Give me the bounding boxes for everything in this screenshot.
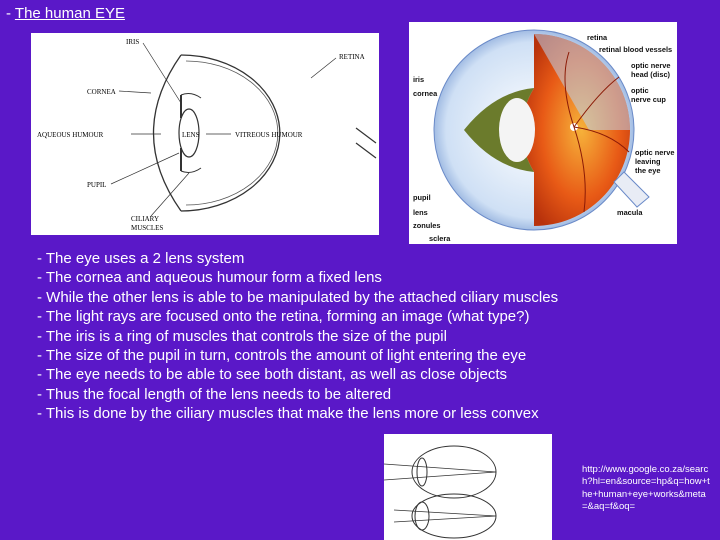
plabel-optic-nerve-cup-2: nerve cup — [631, 95, 666, 104]
ray-bottom-2 — [394, 516, 496, 522]
plabel-retina: retina — [587, 33, 608, 42]
eye-outline-bottom — [412, 494, 496, 538]
plabel-pupil: pupil — [413, 193, 431, 202]
label-lens: LENS — [182, 131, 200, 139]
bullet-item: - While the other lens is able to be manipulated by the attached ciliary muscles — [37, 288, 559, 306]
plabel-lens: lens — [413, 208, 428, 217]
bullet-list — [37, 249, 558, 424]
bullet-item: - The light rays are focused onto the retina, forming an image (what type?) — [37, 308, 530, 326]
plabel-optic-nerve-leaving-2: leaving — [635, 157, 661, 166]
ray-top-1 — [384, 464, 496, 472]
plabel-optic-nerve-head-2: head (disc) — [631, 70, 671, 79]
label-vitreous-humour: VITREOUS HUMOUR — [235, 131, 303, 139]
ciliary-lower — [181, 168, 201, 172]
ciliary-upper — [181, 94, 201, 98]
eye-cutaway-svg — [409, 22, 677, 244]
plabel-sclera: sclera — [429, 234, 451, 243]
optic-nerve — [614, 172, 649, 207]
label-pupil: PUPIL — [87, 181, 107, 189]
plabel-optic-nerve-leaving-1: optic nerve — [635, 148, 675, 157]
lens-shape — [499, 98, 535, 162]
lens-top — [417, 458, 427, 486]
bullet-item: - The iris is a ring of muscles that controls the size of the pupil — [37, 327, 447, 345]
focus-diagram — [384, 434, 552, 540]
title-text: The human EYE — [14, 5, 125, 22]
plabel-retinal-blood-vessels: retinal blood vessels — [599, 45, 673, 54]
bullet-item: - The eye needs to be able to see both distant, as well as close objects — [37, 366, 508, 384]
label-muscles: MUSCLES — [131, 224, 164, 232]
optic-nerve — [356, 128, 376, 158]
bullet-item: - The cornea and aqueous humour form a fixed lens — [37, 269, 382, 287]
plabel-zonules: zonules — [413, 221, 441, 230]
plabel-optic-nerve-leaving-3: the eye — [635, 166, 661, 175]
eye-schematic-svg — [31, 33, 379, 235]
ray-top-2 — [384, 472, 496, 480]
label-iris: IRIS — [126, 38, 140, 46]
slide-title — [6, 5, 125, 22]
source-link[interactable]: http://www.google.co.za/search?hl=en&source=hp&q=how+the+human+eye+works&meta=&aq=f&oq= — [582, 464, 710, 513]
title-prefix: - — [6, 5, 15, 22]
plabel-cornea: cornea — [413, 89, 438, 98]
bullet-item: - Thus the focal length of the lens needs to be altered — [37, 385, 392, 403]
label-cornea: CORNEA — [87, 88, 116, 96]
plabel-iris: iris — [413, 75, 425, 84]
focus-diagram-svg — [384, 434, 552, 540]
eye-schematic-diagram — [31, 33, 379, 235]
plabel-optic-nerve-cup-1: optic — [631, 86, 649, 95]
bullet-item: - This is done by the ciliary muscles that make the lens more or less convex — [37, 405, 539, 423]
plabel-optic-nerve-head-1: optic nerve — [631, 61, 671, 70]
label-retina: RETINA — [339, 53, 365, 61]
ray-bottom-1 — [394, 510, 496, 516]
bullet-item: - The eye uses a 2 lens system — [37, 250, 245, 267]
label-ciliary: CILIARY — [131, 215, 159, 223]
lens-bottom — [415, 502, 429, 530]
plabel-macula: macula — [617, 208, 643, 217]
label-aqueous-humour: AQUEOUS HUMOUR — [37, 131, 104, 139]
eye-outline-top — [412, 446, 496, 498]
bullet-item: - The size of the pupil in turn, controls the amount of light entering the eye — [37, 347, 527, 365]
cornea-outline — [154, 55, 182, 211]
leader-lines — [111, 43, 336, 216]
eye-cutaway-illustration — [409, 22, 677, 244]
